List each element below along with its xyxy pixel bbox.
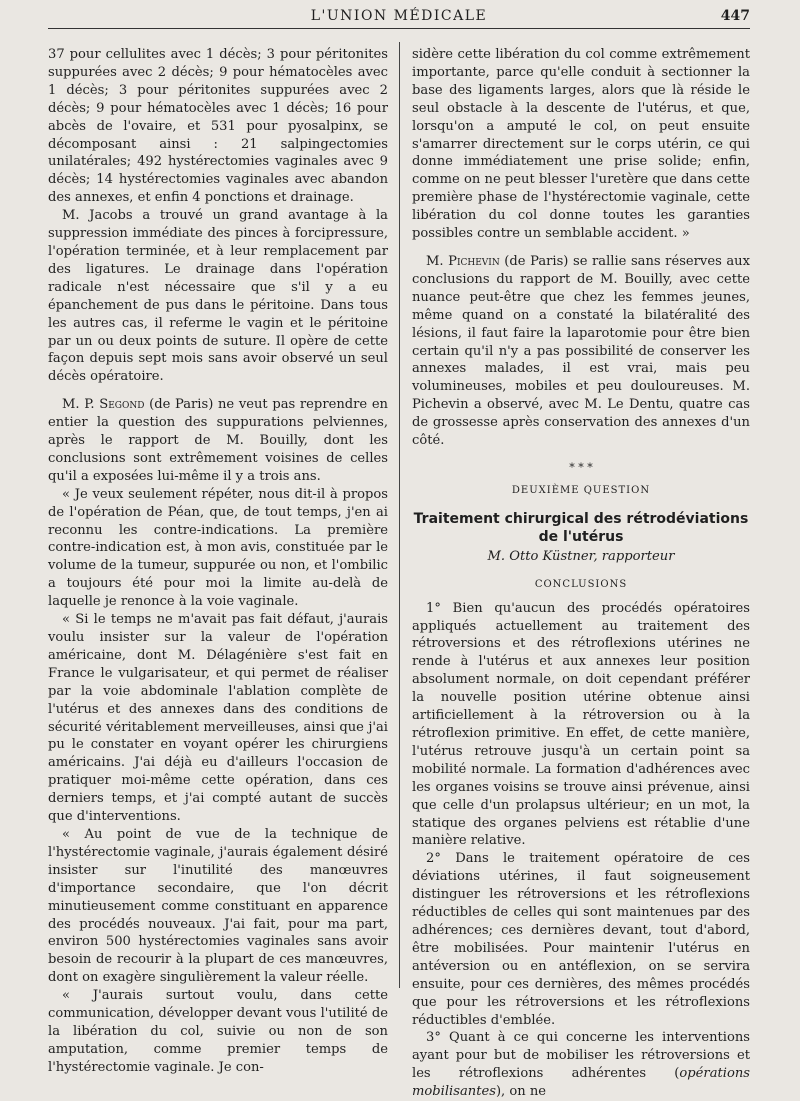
conclusion-3-text: 3° Quant à ce qui concerne les interventions ayant pour but de mobiliser les rétroversions et les rétroflexions adhérentes ( — [412, 1030, 750, 1082]
running-header — [48, 6, 750, 29]
conclusions-label: CONCLUSIONS — [534, 578, 628, 590]
journal-title: L'UNION MÉDICALE — [310, 8, 488, 24]
paragraph-quote-americaine: « Si le temps ne m'avait pas fait défaut, j'aurais voulu insister sur la valeur de l'opération américaine, dont M. Délagénière s'est fait en France le vulgarisateur, et qui permet de réaliser par la voie abdominale l'ablation complète de l'utérus et des annexes dans des conditions de sécurité véritablement merveilleuses, ainsi que j'ai pu le constater en voyant opérer les chirurgiens américains. J'ai déjà eu d'ailleurs l'occasion de pratiquer moi-même cette opération, dans ces derniers temps, et j'ai compté autant de succès que d'interventions. — [48, 612, 388, 825]
question-label: DEUXIÈME QUESTION — [511, 484, 651, 496]
left-column — [48, 46, 388, 1077]
paragraph-segond — [48, 396, 388, 486]
rapporteur-line: M. Otto Küstner, rapporteur — [487, 548, 675, 564]
conclusion-1: 1° Bien qu'aucun des procédés opératoires appliqués actuellement au traitement des rétroversions et des rétroflexions utérines ne rende à l'utérus et aux annexes leur position absolument normale, on doit cependant préférer la nouvelle position utérine obtenue ainsi artificiellement à la rétroversion ou à la rétroflexion primitive. En effet, de cette manière, l'utérus retrouve jusqu'à un certain point sa mobilité normale. La formation d'adhérences avec les organes voisins se trouve ainsi prévenue, ainsi que celle d'un prolapsus ultérieur; en un mot, la statique des organes pelviens est rétablie d'une manière relative. — [412, 600, 750, 849]
conclusion-3-italic: opérations mobilisantes — [412, 1066, 750, 1100]
conclusion-2: 2° Dans le traitement opératoire de ces déviations utérines, il faut soigneusement distinguer les rétroversions et les rétroflexions réductibles de celles qui sont maintenues par des adhérences; ces dernières devant, tout d'abord, être mobilisées. Pour maintenir l'utérus en antéversion ou en antéflexion, on se servira ensuite, pour ces dernières, des mêmes procédés que pour les rétroversions et les rétroflexions réductibles d'emblée. — [412, 851, 750, 1028]
paragraph-continuation: sidère cette libération du col comme extrêmement importante, parce qu'elle conduit à sectionner la base des ligaments larges, alors que là réside le seul obstacle à la descente de l'utérus, et que, lorsqu'on a amputé le col, on peut ensuite s'amarrer directement sur le corps utérin, ce qui donne immédiatement une prise solide; enfin, comme on ne peut blesser l'uretère que dans cette première phase de l'hystérectomie vaginale, cette libération du col donne toutes les garanties possibles contre un semblable accident. » — [412, 47, 750, 242]
paragraph-quote-liberation: « J'aurais surtout voulu, dans cette communication, développer devant vous l'utilité de la libération du col, suivie ou non de son amputation, comme premier temps de l'hystérectomie vaginale. Je con- — [48, 988, 388, 1075]
paragraph-statistics: 37 pour cellulites avec 1 décès; 3 pour péritonites suppurées avec 2 décès; 9 pour hématocèles avec 1 décès; 3 pour péritonites suppurées avec 2 décès; 9 pour hématocèles avec 1 décès; 16 pour abcès de l'ovaire, et 531 pour pyosalpinx, se décomposant ainsi : 21 salpingectomies unilatérales; 492 hystérectomies vaginales avec 9 décès; 14 hystérectomies vaginales avec abandon des annexes, et enfin 4 ponctions et drainage. — [48, 47, 388, 206]
question-title: Traitement chirurgical des rétrodéviations de l'utérus — [413, 510, 749, 545]
paragraph-quote-pean: « Je veux seulement répéter, nous dit-il à propos de l'opération de Péan, que, de tout temps, j'en ai reconnu les contre-indications. La première contre-indication est, à mon avis, constituée par le volume de la tumeur, suppurée ou non, et l'ombilic a toujours été pour moi la limite au-delà de laquelle je renonce à la voie vaginale. — [48, 486, 388, 610]
paragraph-text: (de Paris) se rallie sans réserves aux conclusions du rapport de M. Bouilly, avec cette nuance peut-être que chez les femmes jeunes, même quand on a constaté la bilatéralité des lésions, il faut faire la laparotomie pour être bien certain qu'il n'y a pas possibilité de conserver les annexes malades, il est vrai, mais peu volumineuses, mobiles et peu douloureuses. M. Pichevin a observé, avec M. Le Dentu, quatre cas de grossesse après conservation des annexes d'un côté. — [412, 253, 750, 449]
speaker-name: M. Pichevin — [426, 253, 500, 269]
right-column — [412, 46, 750, 1101]
paragraph-quote-technique: « Au point de vue de la technique de l'hystérectomie vaginale, j'aurais également désiré insister sur l'inutilité des manœuvres d'importance secondaire, que l'on décrit minutieusement comme constituant en apparence des procédés nouveaux. J'ai fait, pour ma part, environ 500 hystérectomies vaginales sans avoir besoin de recourir à la plupart de ces manœuvres, dont on exagère singulièrement la valeur réelle. — [48, 826, 388, 986]
paragraph-pichevin — [412, 253, 750, 450]
conclusion-3-end: ), on ne — [495, 1084, 547, 1100]
column-divider — [399, 42, 400, 988]
paragraph-text: (de Paris) ne veut pas reprendre en entier la question des suppurations pelviennes, après le rapport de M. Bouilly, dont les conclusions sont extrêmement voisines de celles qu'il a exposées lui-même il y a trois ans. — [48, 397, 388, 484]
section-separator: * * * — [569, 460, 593, 474]
page-number: 447 — [720, 8, 750, 24]
conclusion-3 — [412, 1029, 750, 1101]
speaker-name: M. P. Segond — [62, 397, 145, 413]
paragraph-jacobs: M. Jacobs a trouvé un grand avantage à la suppression immédiate des pinces à forcipressure, l'opération terminée, et à leur remplacement par des ligatures. Le drainage dans l'opération radicale n'est nécessaire que s'il y a eu épanchement de pus dans le péritoine. Dans tous les autres cas, il referme le vagin et le péritoine par un ou deux points de suture. Il opère de cette façon depuis sept mois sans avoir observé un seul décès opératoire. — [48, 208, 388, 385]
